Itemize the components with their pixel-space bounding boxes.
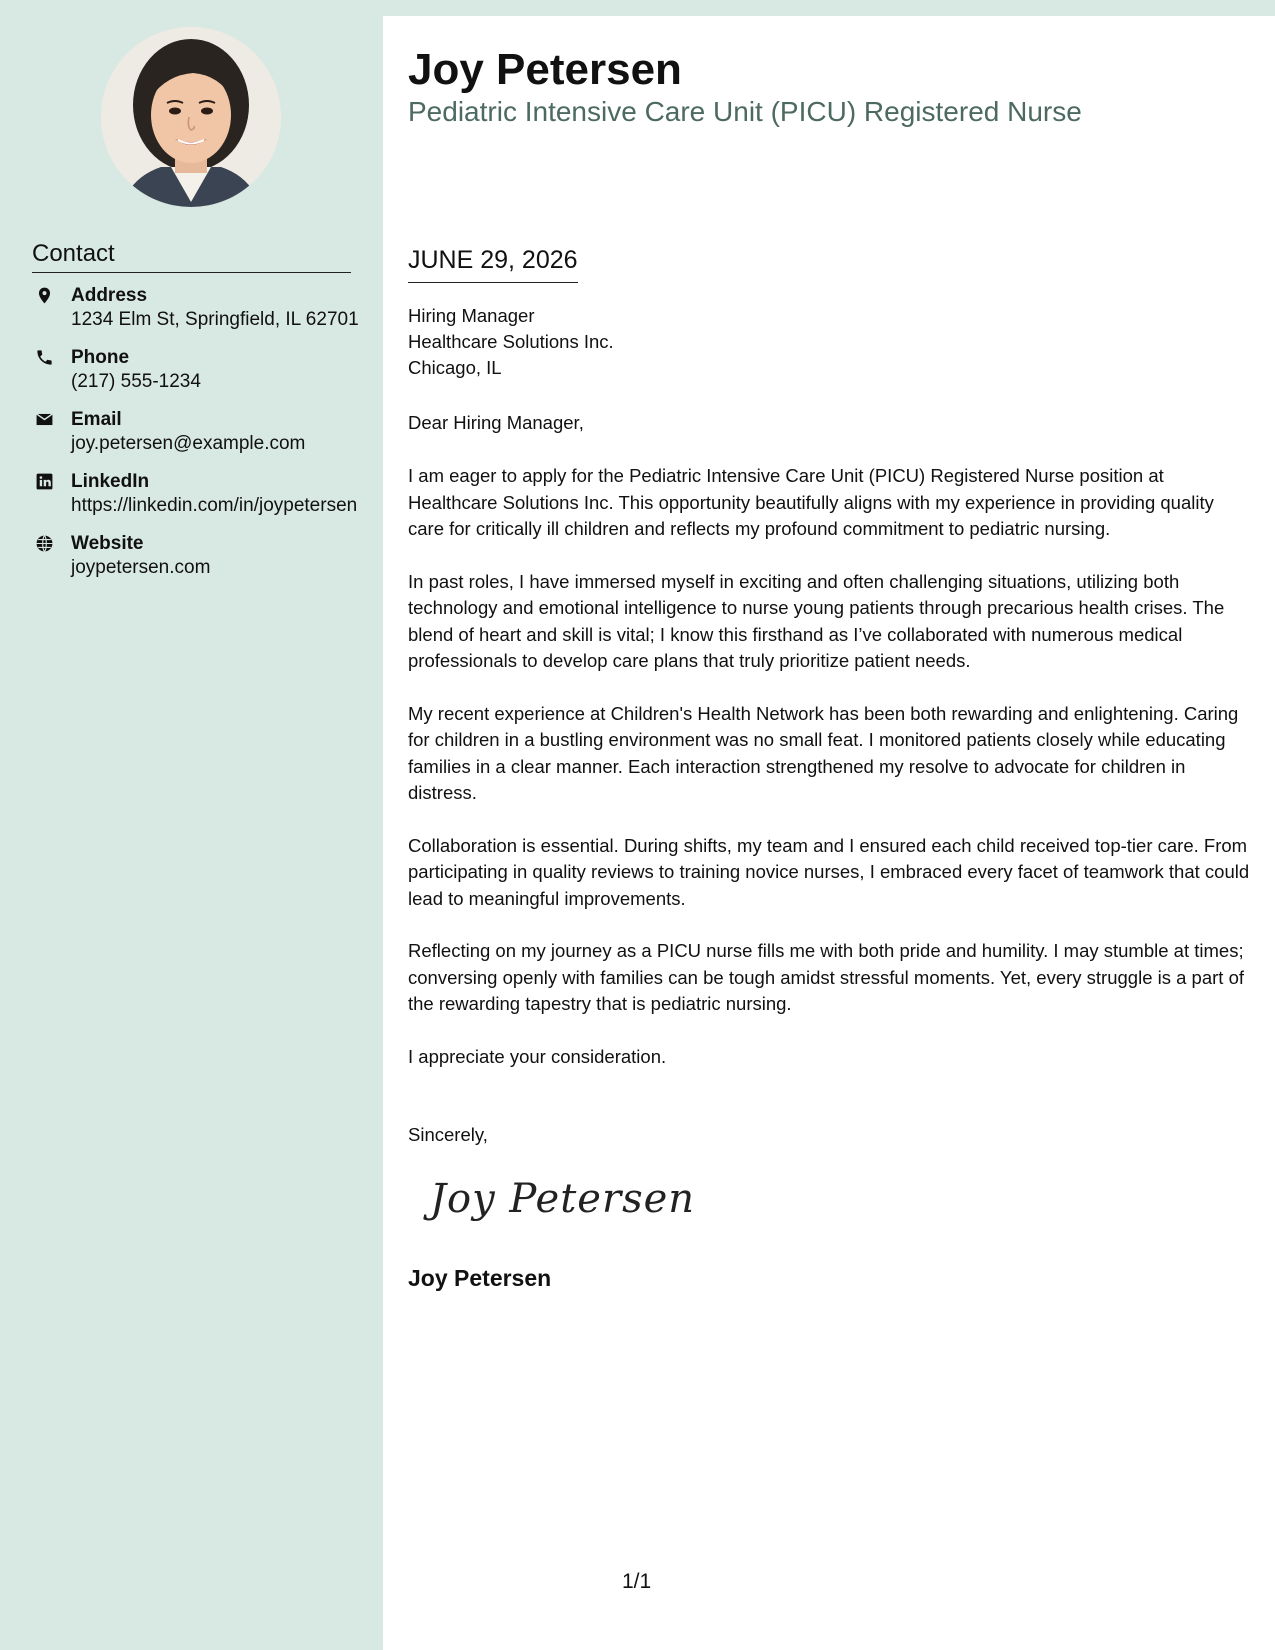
body-paragraph: I appreciate your consideration. <box>408 1045 667 1067</box>
globe-icon <box>35 534 54 553</box>
body-paragraph: I am eager to apply for the Pediatric Intensive Care Unit (PICU) Registered Nurse position at Healthcare Solutions Inc. This opportunity beautifully aligns with my experience in providing quality care for critically ill children and reflects my profound commitment to pediatric nursing. <box>408 465 1214 539</box>
phone-icon <box>35 348 54 367</box>
contact-value[interactable]: joypetersen.com <box>71 557 211 578</box>
recipient-line: Chicago, IL <box>408 357 502 378</box>
closing: Sincerely, <box>408 1124 488 1145</box>
contact-label: LinkedIn <box>71 471 150 492</box>
letter-date: JUNE 29, 2026 <box>408 244 578 283</box>
contact-value: (217) 555-1234 <box>71 371 201 392</box>
contact-item-phone <box>32 346 362 394</box>
body-paragraph: My recent experience at Children's Health Network has been both rewarding and enlightening. Caring for children in a bustling environment was no small feat. I monitored patients closely while educating families in a clear manner. Each interaction strengthened my resolve to advocate for children in distress. <box>408 702 1239 803</box>
contact-value: joy.petersen@example.com <box>71 433 306 454</box>
profile-photo-image <box>101 27 281 207</box>
envelope-icon <box>35 410 54 429</box>
profile-photo <box>101 27 281 207</box>
signature: Joy Petersen <box>430 1176 696 1222</box>
applicant-name: Joy Petersen <box>408 45 682 94</box>
recipient-block <box>408 303 614 381</box>
recipient-line: Hiring Manager <box>408 305 535 326</box>
map-pin-icon <box>35 286 54 305</box>
contact-item-email <box>32 408 362 456</box>
contact-item-website <box>32 532 362 580</box>
body-paragraph: In past roles, I have immersed myself in exciting and often challenging situations, utilizing both technology and emotional intelligence to nurse young patients through precarious health crises. The blend of heart and skill is vital; I know this firsthand as I’ve collaborated with numerous medical professionals to develop care plans that truly prioritize patient needs. <box>408 570 1225 671</box>
contact-label: Website <box>71 533 144 554</box>
contact-value: 1234 Elm St, Springfield, IL 62701 <box>71 309 359 330</box>
contact-value[interactable]: https://linkedin.com/in/joypetersen <box>71 495 358 516</box>
contact-item-linkedin <box>32 470 362 518</box>
job-title: Pediatric Intensive Care Unit (PICU) Registered Nurse <box>408 96 1082 127</box>
contact-list <box>32 284 362 594</box>
contact-heading: Contact <box>32 240 351 273</box>
letter-body <box>408 463 1253 1096</box>
recipient-line: Healthcare Solutions Inc. <box>408 331 614 352</box>
contact-item-address <box>32 284 362 332</box>
contact-label: Address <box>71 285 148 306</box>
contact-label: Email <box>71 409 122 430</box>
page-number: 1/1 <box>622 1570 652 1593</box>
contact-label: Phone <box>71 347 130 368</box>
body-paragraph: Collaboration is essential. During shifts, my team and I ensured each child received top-tier care. From participating in quality reviews to training novice nurses, I embraced every facet of teamwork that could lead to meaningful improvements. <box>408 834 1250 909</box>
salutation: Dear Hiring Manager, <box>408 412 584 433</box>
body-paragraph: Reflecting on my journey as a PICU nurse fills me with both pride and humility. I may stumble at times; conversing openly with families can be tough amidst stressful moments. Yet, every struggle is a part of the rewarding tapestry that is pediatric nursing. <box>408 940 1244 1014</box>
signed-name: Joy Petersen <box>408 1265 552 1291</box>
linkedin-icon <box>35 472 54 491</box>
